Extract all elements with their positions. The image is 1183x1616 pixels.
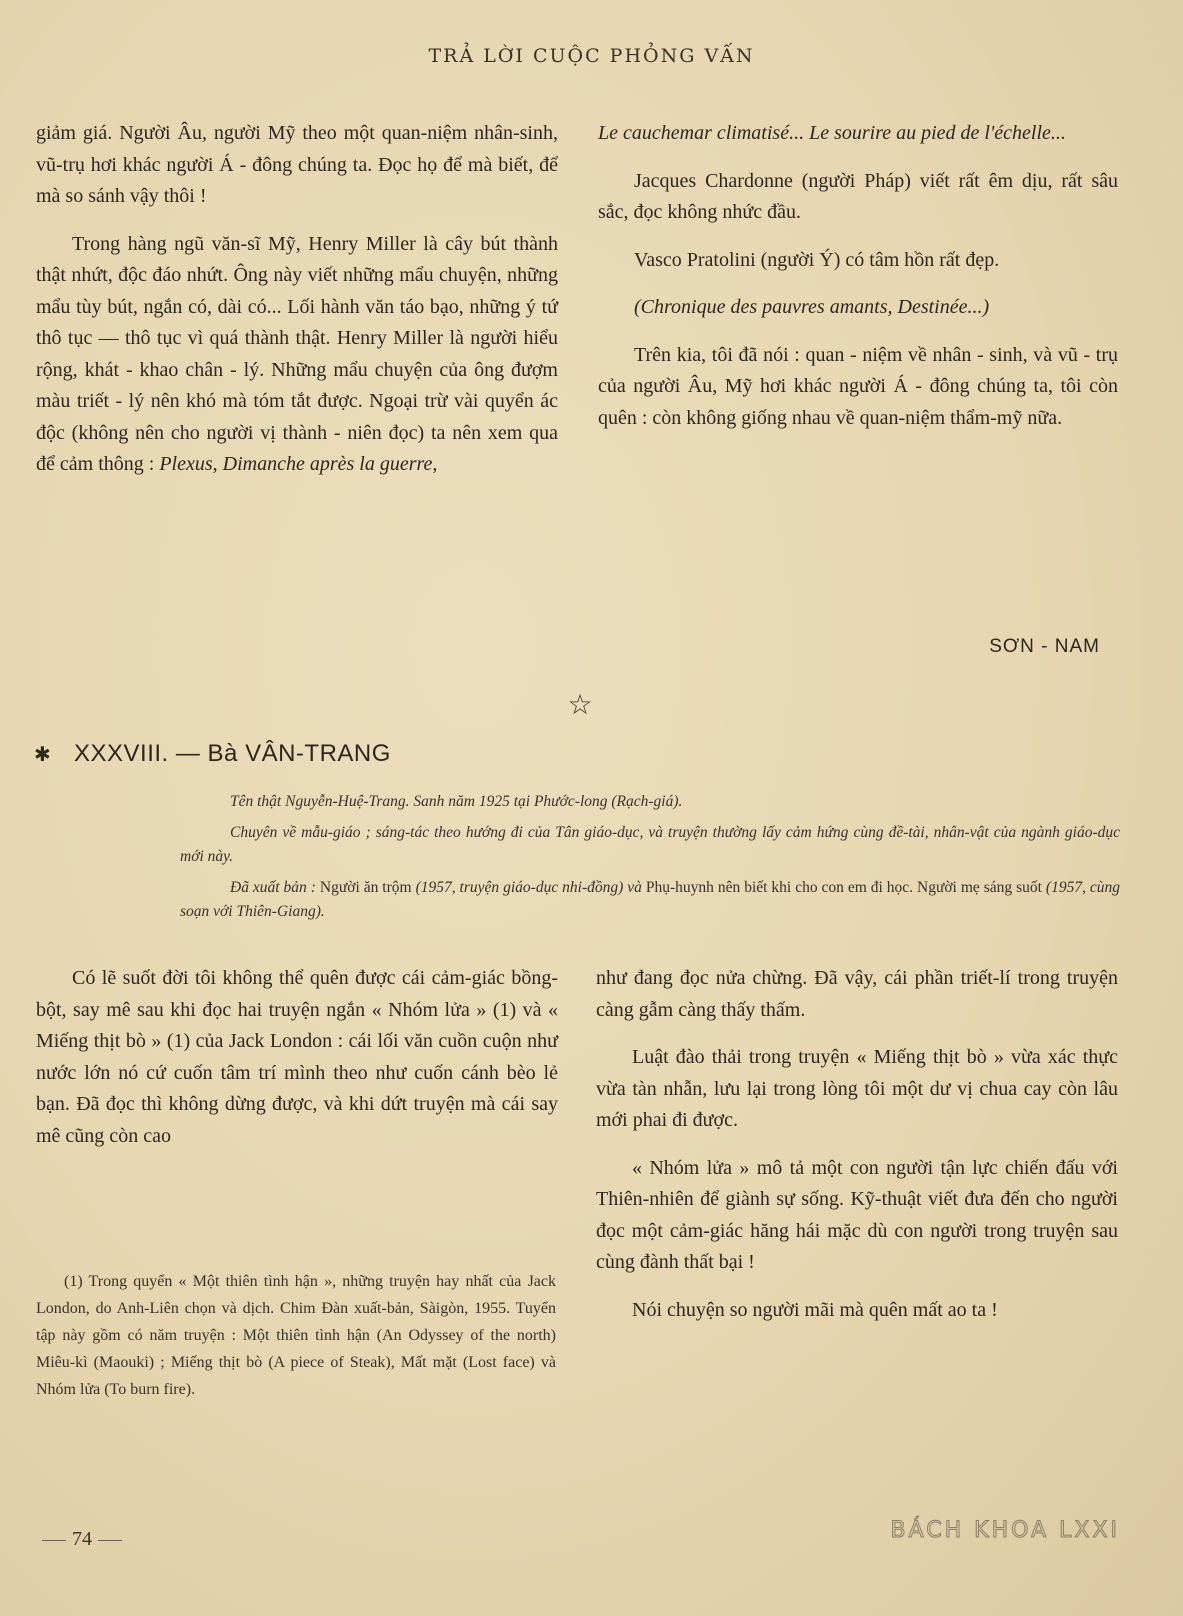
running-head: TRẢ LỜI CUỘC PHỎNG VẤN <box>428 45 755 67</box>
page-number-text: 74 <box>72 1528 92 1550</box>
magazine-footer-mark: BÁCH KHOA LXXI <box>890 1518 1120 1543</box>
book-title: Phụ-huynh nên biết khi cho con em đi học. <box>645 879 914 896</box>
book-note: (1957, cùng soạn với Thiên-Giang). <box>180 879 1121 920</box>
bottom-right-column <box>596 963 1118 1342</box>
author-bio <box>180 790 1120 931</box>
book-titles: Plexus, Dimanche après la guerre, <box>159 453 438 475</box>
book-title: Người ăn trộm <box>319 879 412 896</box>
paragraph: Jacques Chardonne (người Pháp) viết rất êm dịu, rất sâu sắc, đọc không nhức đầu. <box>598 169 1118 223</box>
author-signature: SƠN - NAM <box>989 636 1100 657</box>
folio-dash <box>42 1540 66 1541</box>
paragraph: Nói chuyện so người mãi mà quên mất ao ta ! <box>632 1298 998 1321</box>
paragraph: như đang đọc nửa chừng. Đã vậy, cái phần triết-lí trong truyện càng gẫm càng thấy thấm. <box>596 967 1118 1021</box>
published-label: Đã xuất bản : <box>230 879 316 896</box>
conjunction: và <box>627 879 642 896</box>
paragraph: Trên kia, tôi đã nói : quan - niệm về nhân - sinh, và vũ - trụ của người Âu, Mỹ hơi khác người Á - đông chúng ta, tôi còn quên : còn không giống nhau về quan-niệm thẩm-mỹ nữa. <box>598 343 1118 429</box>
book-titles: Le cauchemar climatisé... Le sourire au pied de l'échelle... <box>598 122 1066 144</box>
paragraph: Vasco Pratolini (người Ý) có tâm hồn rất đẹp. <box>634 248 1000 271</box>
paragraph: Có lẽ suốt đời tôi không thể quên được cái cảm-giác bồng-bột, say mê sau khi đọc hai truyện ngắn « Nhóm lửa » (1) và « Miếng thịt bò » (1) của Jack London : cái lối văn cuồn cuộn như nước lớn nó cứ cuốn tâm trí mình theo như cuốn cánh bèo lẻ bạn. Đã đọc thì không dừng được, và khi dứt truyện mà cái say mê cũng còn cao <box>36 967 558 1147</box>
bottom-left-column <box>36 963 558 1168</box>
book-title: Người mẹ sáng suốt <box>917 879 1042 896</box>
top-left-column <box>36 118 558 497</box>
bio-publications <box>180 876 1120 924</box>
paragraph <box>36 229 558 481</box>
bio-line: Chuyên về mẫu-giáo ; sáng-tác theo hướng đi của Tân giáo-dục, và truyện thường lấy cảm hứng cùng đề-tài, nhân-vật của ngành giáo-dục mới này. <box>180 824 1120 865</box>
book-titles: (Chronique des pauvres amants, Destinée...) <box>634 296 990 318</box>
bio-line: Tên thật Nguyễn-Huệ-Trang. Sanh năm 1925 tại Phước-long (Rạch-giá). <box>230 793 683 810</box>
page-number <box>36 1528 128 1551</box>
asterisk-icon: ✱ <box>34 744 52 766</box>
paragraph: « Nhóm lửa » mô tả một con người tận lực chiến đấu với Thiên-nhiên để giành sự sống. Kỹ-thuật viết đưa đến cho người đọc một cảm-giác hăng hái mặc dù con người trong truyện sau cùng đành thất bại ! <box>596 1156 1118 1273</box>
footnote-text: (1) Trong quyển « Một thiên tình hận », những truyện hay nhất của Jack London, do Anh-Liên chọn và dịch. Chim Đàn xuất-bản, Sàigòn, 1955. Tuyển tập này gồm có năm truyện : Một thiên tình hận (An Odyssey of the north) Miêu-kì (Maouki) ; Miếng thịt bò (A piece of Steak), Mất mặt (Lost face) và Nhóm lửa (To burn fire). <box>36 1273 556 1398</box>
book-note: (1957, truyện giáo-dục nhi-đồng) <box>415 879 624 896</box>
top-right-column <box>598 118 1118 450</box>
star-divider-icon: ☆ <box>567 688 593 721</box>
folio-dash <box>98 1540 122 1541</box>
paragraph: Luật đào thải trong truyện « Miếng thịt bò » vừa xác thực vừa tàn nhẫn, lưu lại trong lòng tôi một dư vị chua cay còn lâu mới phai đi được. <box>596 1046 1118 1131</box>
paragraph: giảm giá. Người Âu, người Mỹ theo một quan-niệm nhân-sinh, vũ-trụ hơi khác người Á - đông chúng ta. Đọc họ để mà biết, để mà so sánh vậy thôi ! <box>36 122 558 207</box>
section-heading <box>34 740 734 768</box>
footnote <box>36 1268 556 1403</box>
section-title: XXXVIII. — Bà VÂN-TRANG <box>74 740 391 767</box>
paragraph-text: Trong hàng ngũ văn-sĩ Mỹ, Henry Miller là cây bút thành thật nhứt, độc đáo nhứt. Ông này viết những mẩu chuyện, những mẩu tùy bút, ngắn có, dài có... Lối hành văn táo bạo, những ý tứ thô tục — thô tục vì quá thành thật. Henry Miller là người hiểu rộng, khát - khao chân - lý. Những mẩu chuyện của ông đượm màu triết - lý nên khó mà tóm tắt được. Ngoại trừ vài quyển ác độc (không nên cho người vị thành - niên đọc) ta nên xem qua để cảm thông : <box>36 232 558 475</box>
